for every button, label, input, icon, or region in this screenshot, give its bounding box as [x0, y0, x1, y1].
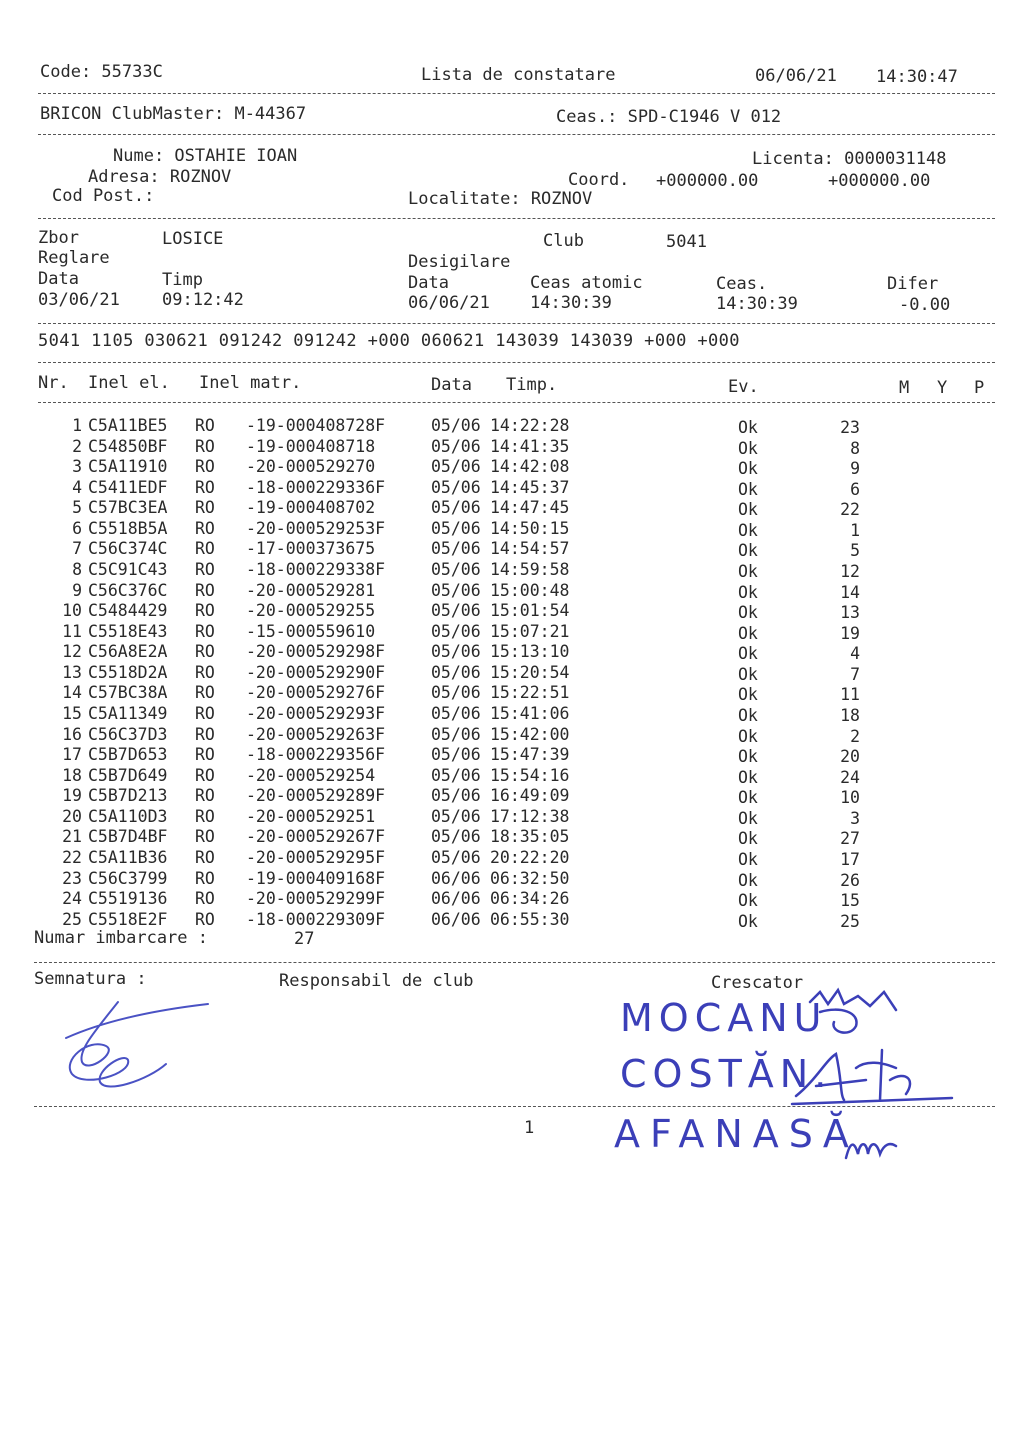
- electronic-ring: C56A8E2A: [88, 642, 168, 662]
- country-code: RO: [195, 580, 215, 600]
- electronic-ring: C5B7D653: [88, 745, 168, 765]
- arrival-date: 05/06: [431, 806, 481, 826]
- matriculation-ring: -20-000529289F: [246, 786, 386, 806]
- arrival-order: 10: [840, 788, 860, 808]
- arrival-date: 05/06: [431, 765, 481, 785]
- owner-name: Nume: OSTAHIE IOAN: [113, 146, 298, 166]
- event-status: Ok: [738, 911, 758, 931]
- arrival-date: 05/06: [431, 477, 481, 497]
- arrival-order: 19: [840, 623, 860, 643]
- arrival-date: 05/06: [431, 642, 481, 662]
- reglare-timp-label: Timp: [162, 270, 203, 290]
- event-status: Ok: [738, 891, 758, 911]
- matriculation-ring: -20-000529281: [246, 580, 376, 600]
- arrival-date: 06/06: [431, 909, 481, 929]
- country-code: RO: [195, 539, 215, 559]
- divider: [38, 362, 995, 363]
- electronic-ring: C56C374C: [88, 539, 168, 559]
- event-status: Ok: [738, 808, 758, 828]
- arrival-date: 05/06: [431, 827, 481, 847]
- row-number: 7: [72, 539, 82, 559]
- event-status: Ok: [738, 500, 758, 520]
- arrival-date: 06/06: [431, 868, 481, 888]
- electronic-ring: C5519136: [88, 889, 168, 909]
- reglare-date: 03/06/21: [38, 290, 120, 310]
- country-code: RO: [195, 827, 215, 847]
- country-code: RO: [195, 457, 215, 477]
- report-time: 14:30:47: [876, 67, 958, 87]
- arrival-time: 20:22:20: [490, 847, 570, 867]
- arrival-order: 27: [840, 829, 860, 849]
- arrival-date: 05/06: [431, 703, 481, 723]
- electronic-ring: C5A11349: [88, 703, 168, 723]
- arrival-date: 05/06: [431, 786, 481, 806]
- arrival-time: 14:42:08: [490, 457, 570, 477]
- arrival-time: 15:22:51: [490, 683, 570, 703]
- clock-id: Ceas.: SPD-C1946 V 012: [556, 107, 782, 127]
- col-inel-el: Inel el.: [88, 373, 170, 393]
- electronic-ring: C5B7D649: [88, 765, 168, 785]
- electronic-ring: C56C376C: [88, 580, 168, 600]
- matriculation-ring: -18-000229338F: [246, 559, 386, 579]
- clubmaster-id: BRICON ClubMaster: M-44367: [40, 104, 307, 124]
- row-number: 14: [62, 683, 82, 703]
- row-number: 8: [72, 559, 82, 579]
- event-status: Ok: [738, 561, 758, 581]
- divider: [38, 134, 995, 135]
- arrival-order: 1: [850, 520, 860, 540]
- clock-label: Ceas.: [716, 274, 768, 294]
- matriculation-ring: -20-000529295F: [246, 847, 386, 867]
- country-code: RO: [195, 703, 215, 723]
- electronic-ring: C5A11BE5: [88, 416, 168, 435]
- arrival-order: 20: [840, 747, 860, 767]
- country-code: RO: [195, 662, 215, 682]
- electronic-ring: C5B7D4BF: [88, 827, 168, 847]
- arrival-order: 26: [840, 870, 860, 890]
- matriculation-ring: -20-000529253F: [246, 518, 386, 538]
- col-y: Y: [937, 378, 948, 398]
- country-code: RO: [195, 498, 215, 518]
- encoded-line: 5041 1105 030621 091242 091242 +000 060621 143039 143039 +000 +000: [38, 331, 740, 351]
- desig-atomic-time: 14:30:39: [530, 293, 612, 313]
- arrival-order: 8: [850, 438, 860, 458]
- event-status: Ok: [738, 849, 758, 869]
- handwritten-name-1: MOCANU: [620, 996, 828, 1040]
- arrival-order: 5: [850, 541, 860, 561]
- country-code: RO: [195, 518, 215, 538]
- arrival-date: 05/06: [431, 601, 481, 621]
- arrival-time: 06:32:50: [490, 868, 570, 888]
- event-status: Ok: [738, 459, 758, 479]
- event-status: Ok: [738, 582, 758, 602]
- country-code: RO: [195, 745, 215, 765]
- club-responsible-label: Responsabil de club: [279, 971, 474, 991]
- event-status: Ok: [738, 438, 758, 458]
- row-number: 3: [72, 457, 82, 477]
- arrival-date: 05/06: [431, 683, 481, 703]
- electronic-ring: C56C3799: [88, 868, 168, 888]
- arrival-order: 18: [840, 705, 860, 725]
- country-code: RO: [195, 601, 215, 621]
- electronic-ring: C57BC3EA: [88, 498, 168, 518]
- col-inel-matr: Inel matr.: [199, 373, 302, 393]
- arrival-time: 15:54:16: [490, 765, 570, 785]
- row-number: 13: [62, 662, 82, 682]
- col-timp: Timp.: [506, 375, 558, 395]
- arrival-time: 14:45:37: [490, 477, 570, 497]
- matriculation-ring: -19-000408718: [246, 436, 376, 456]
- matriculation-ring: -20-000529276F: [246, 683, 386, 703]
- event-status: Ok: [738, 479, 758, 499]
- desig-date: 06/06/21: [408, 293, 490, 313]
- coord-label: Coord.: [568, 170, 630, 190]
- breeder-label: Crescator: [711, 973, 804, 993]
- country-code: RO: [195, 889, 215, 909]
- arrival-order: 7: [850, 664, 860, 684]
- matriculation-ring: -18-000229336F: [246, 477, 386, 497]
- electronic-ring: C5A110D3: [88, 806, 168, 826]
- report-code: Code: 55733C: [40, 62, 163, 82]
- matriculation-ring: -19-000408702: [246, 498, 376, 518]
- arrival-time: 15:41:06: [490, 703, 570, 723]
- signature-scribble: [36, 990, 216, 1100]
- country-code: RO: [195, 621, 215, 641]
- country-code: RO: [195, 477, 215, 497]
- report-title: Lista de constatare: [421, 65, 616, 85]
- owner-address: Adresa: ROZNOV: [88, 167, 232, 187]
- electronic-ring: C5411EDF: [88, 477, 168, 497]
- arrival-time: 15:42:00: [490, 724, 570, 744]
- electronic-ring: C5A11B36: [88, 847, 168, 867]
- row-number: 9: [72, 580, 82, 600]
- electronic-ring: C5518E43: [88, 621, 168, 641]
- arrival-time: 18:35:05: [490, 827, 570, 847]
- arrival-time: 06:55:30: [490, 909, 570, 929]
- country-code: RO: [195, 765, 215, 785]
- row-number: 24: [62, 889, 82, 909]
- row-number: 20: [62, 806, 82, 826]
- divider: [34, 962, 995, 963]
- arrival-date: 05/06: [431, 847, 481, 867]
- reglare-time: 09:12:42: [162, 290, 244, 310]
- arrival-time: 14:54:57: [490, 539, 570, 559]
- electronic-ring: C5484429: [88, 601, 168, 621]
- matriculation-ring: -18-000229356F: [246, 745, 386, 765]
- arrival-order: 4: [850, 644, 860, 664]
- reglare-data-label: Data: [38, 269, 79, 289]
- row-number: 2: [72, 436, 82, 456]
- matriculation-ring: -20-000529267F: [246, 827, 386, 847]
- arrival-time: 14:41:35: [490, 436, 570, 456]
- electronic-ring: C5B7D213: [88, 786, 168, 806]
- event-status: Ok: [738, 664, 758, 684]
- row-number: 15: [62, 703, 82, 723]
- flight-name: LOSICE: [162, 229, 224, 249]
- event-status: Ok: [738, 541, 758, 561]
- row-number: 18: [62, 765, 82, 785]
- handwritten-initials-1: [800, 982, 910, 1042]
- row-number: 1: [72, 416, 82, 435]
- club-number: 5041: [666, 232, 707, 252]
- row-number: 12: [62, 642, 82, 662]
- matriculation-ring: -20-000529263F: [246, 724, 386, 744]
- divider: [34, 1106, 995, 1107]
- arrival-time: 17:12:38: [490, 806, 570, 826]
- arrival-time: 15:07:21: [490, 621, 570, 641]
- country-code: RO: [195, 806, 215, 826]
- matriculation-ring: -19-000408728F: [246, 416, 386, 435]
- row-number: 25: [62, 909, 82, 929]
- reglare-label: Reglare: [38, 248, 110, 268]
- matriculation-ring: -17-000373675: [246, 539, 376, 559]
- row-number: 22: [62, 847, 82, 867]
- event-status: Ok: [738, 603, 758, 623]
- handwritten-initials-3: [840, 1124, 900, 1164]
- arrival-time: 14:22:28: [490, 416, 570, 435]
- col-m: M: [899, 378, 910, 398]
- event-status: Ok: [738, 418, 758, 437]
- event-status: Ok: [738, 685, 758, 705]
- coord-y: +000000.00: [828, 171, 931, 191]
- arrival-order: 14: [840, 582, 860, 602]
- row-number: 4: [72, 477, 82, 497]
- electronic-ring: C5C91C43: [88, 559, 168, 579]
- arrival-date: 05/06: [431, 724, 481, 744]
- coord-x: +000000.00: [656, 171, 759, 191]
- arrival-time: 15:00:48: [490, 580, 570, 600]
- event-status: Ok: [738, 870, 758, 890]
- country-code: RO: [195, 436, 215, 456]
- arrival-order: 22: [840, 500, 860, 520]
- row-number: 6: [72, 518, 82, 538]
- arrival-time: 15:01:54: [490, 601, 570, 621]
- license-number: Licenta: 0000031148: [752, 149, 947, 169]
- arrival-order: 23: [840, 418, 860, 437]
- electronic-ring: C54850BF: [88, 436, 168, 456]
- event-status: Ok: [738, 788, 758, 808]
- arrival-time: 14:59:58: [490, 559, 570, 579]
- col-ev: Ev.: [728, 377, 759, 397]
- desig-clock-time: 14:30:39: [716, 294, 798, 314]
- country-code: RO: [195, 416, 215, 435]
- flight-label: Zbor: [38, 228, 79, 248]
- page-number: 1: [524, 1118, 535, 1138]
- arrival-order: 3: [850, 808, 860, 828]
- country-code: RO: [195, 724, 215, 744]
- arrival-time: 14:47:45: [490, 498, 570, 518]
- desigilare-label: Desigilare: [408, 252, 511, 272]
- arrival-time: 06:34:26: [490, 889, 570, 909]
- country-code: RO: [195, 683, 215, 703]
- col-nr: Nr.: [38, 373, 69, 393]
- club-label: Club: [543, 231, 584, 251]
- row-number: 19: [62, 786, 82, 806]
- row-number: 16: [62, 724, 82, 744]
- arrival-date: 05/06: [431, 662, 481, 682]
- arrival-time: 15:47:39: [490, 745, 570, 765]
- arrival-order: 13: [840, 603, 860, 623]
- arrival-date: 05/06: [431, 457, 481, 477]
- event-status: Ok: [738, 644, 758, 664]
- arrival-time: 15:20:54: [490, 662, 570, 682]
- arrival-time: 14:50:15: [490, 518, 570, 538]
- matriculation-ring: -15-000559610: [246, 621, 376, 641]
- matriculation-ring: -20-000529254: [246, 765, 376, 785]
- matriculation-ring: -20-000529270: [246, 457, 376, 477]
- row-number: 5: [72, 498, 82, 518]
- country-code: RO: [195, 847, 215, 867]
- electronic-ring: C5A11910: [88, 457, 168, 477]
- event-status: Ok: [738, 520, 758, 540]
- arrival-order: 9: [850, 459, 860, 479]
- col-p: P: [974, 378, 985, 398]
- postal-code-label: Cod Post.:: [52, 186, 155, 206]
- handwritten-initials-2: [786, 1040, 956, 1110]
- boarding-count: 27: [294, 929, 315, 949]
- divider: [38, 323, 995, 324]
- country-code: RO: [195, 868, 215, 888]
- signature-label: Semnatura :: [34, 969, 147, 989]
- clock-difference: -0.00: [899, 295, 951, 315]
- divider: [38, 402, 995, 403]
- event-status: Ok: [738, 623, 758, 643]
- event-status: Ok: [738, 705, 758, 725]
- arrival-time: 16:49:09: [490, 786, 570, 806]
- country-code: RO: [195, 559, 215, 579]
- electronic-ring: C5518B5A: [88, 518, 168, 538]
- locality: Localitate: ROZNOV: [408, 189, 593, 209]
- arrival-date: 05/06: [431, 539, 481, 559]
- atomic-clock-label: Ceas atomic: [530, 273, 643, 293]
- arrival-date: 06/06: [431, 889, 481, 909]
- desig-data-label: Data: [408, 273, 449, 293]
- event-status: Ok: [738, 767, 758, 787]
- arrival-order: 6: [850, 479, 860, 499]
- report-date: 06/06/21: [755, 66, 837, 86]
- electronic-ring: C5518E2F: [88, 909, 168, 929]
- arrival-order: 17: [840, 849, 860, 869]
- event-status: Ok: [738, 726, 758, 746]
- arrival-date: 05/06: [431, 498, 481, 518]
- arrival-order: 12: [840, 561, 860, 581]
- arrival-order: 24: [840, 767, 860, 787]
- arrival-order: 11: [840, 685, 860, 705]
- divider: [38, 218, 995, 219]
- row-number: 17: [62, 745, 82, 765]
- electronic-ring: C56C37D3: [88, 724, 168, 744]
- difference-label: Difer: [887, 274, 939, 294]
- matriculation-ring: -20-000529251: [246, 806, 376, 826]
- arrival-date: 05/06: [431, 518, 481, 538]
- arrival-date: 05/06: [431, 436, 481, 456]
- electronic-ring: C5518D2A: [88, 662, 168, 682]
- row-number: 21: [62, 827, 82, 847]
- arrival-date: 05/06: [431, 621, 481, 641]
- row-number: 23: [62, 868, 82, 888]
- country-code: RO: [195, 909, 215, 929]
- arrival-order: 2: [850, 726, 860, 746]
- arrival-date: 05/06: [431, 416, 481, 435]
- event-status: Ok: [738, 747, 758, 767]
- arrival-time: 15:13:10: [490, 642, 570, 662]
- divider: [38, 93, 995, 94]
- matriculation-ring: -20-000529298F: [246, 642, 386, 662]
- row-number: 11: [62, 621, 82, 641]
- matriculation-ring: -20-000529255: [246, 601, 376, 621]
- electronic-ring: C57BC38A: [88, 683, 168, 703]
- arrival-date: 05/06: [431, 580, 481, 600]
- handwritten-name-3: AFANASĂ: [614, 1112, 859, 1156]
- country-code: RO: [195, 786, 215, 806]
- matriculation-ring: -19-000409168F: [246, 868, 386, 888]
- arrival-date: 05/06: [431, 559, 481, 579]
- country-code: RO: [195, 642, 215, 662]
- arrival-order: 15: [840, 891, 860, 911]
- handwritten-name-2: COSTĂN.: [620, 1052, 833, 1096]
- boarding-count-label: Numar imbarcare :: [34, 928, 208, 948]
- row-number: 10: [62, 601, 82, 621]
- matriculation-ring: -18-000229309F: [246, 909, 386, 929]
- arrival-date: 05/06: [431, 745, 481, 765]
- matriculation-ring: -20-000529299F: [246, 889, 386, 909]
- matriculation-ring: -20-000529293F: [246, 703, 386, 723]
- col-data: Data: [431, 375, 472, 395]
- event-status: Ok: [738, 829, 758, 849]
- arrival-order: 25: [840, 911, 860, 931]
- matriculation-ring: -20-000529290F: [246, 662, 386, 682]
